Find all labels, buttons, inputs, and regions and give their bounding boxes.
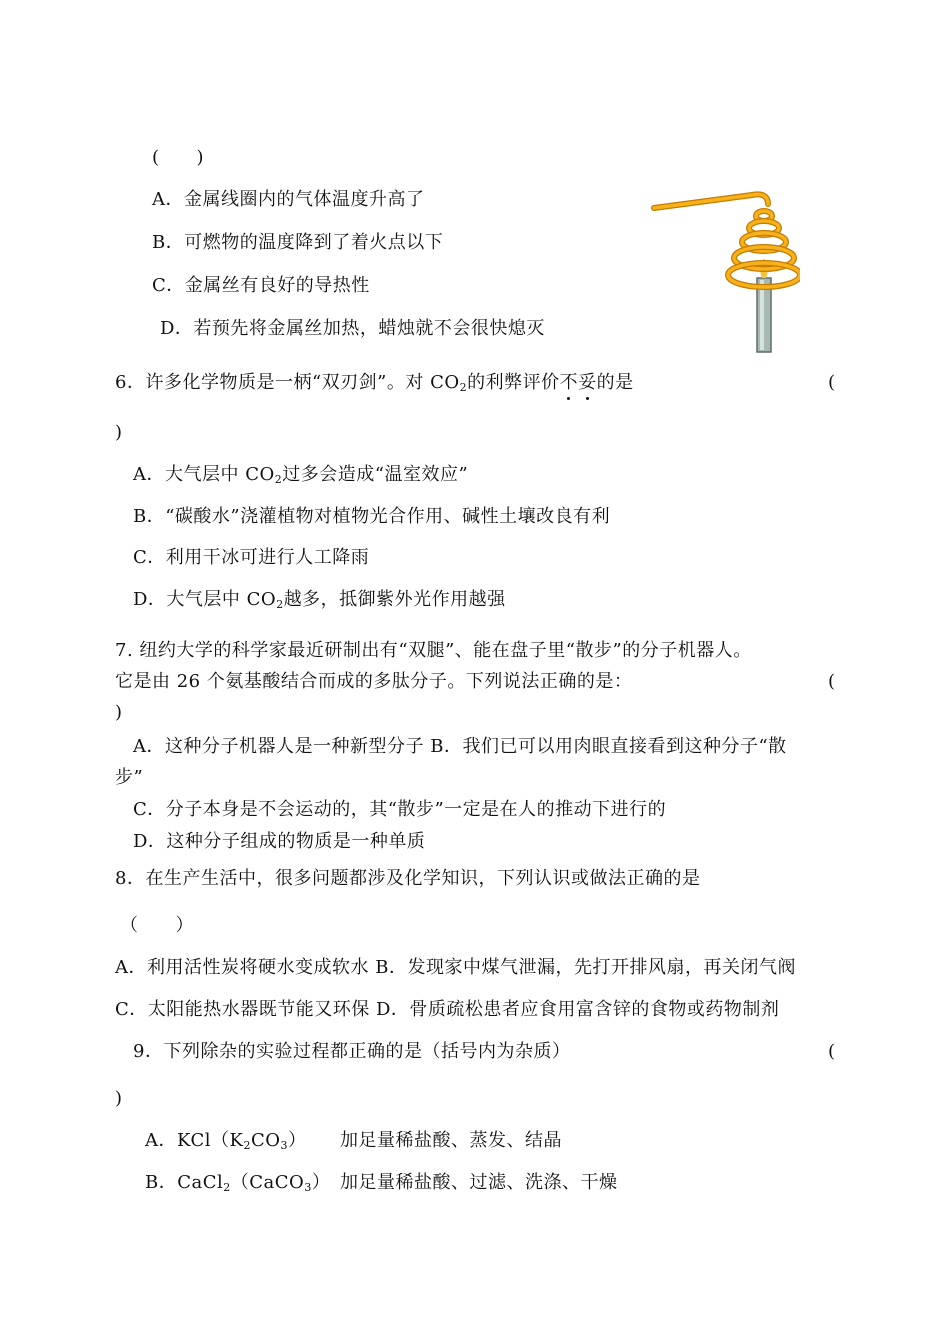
q7-paren-close: ) [115,702,123,723]
q8-options-ab: A．利用活性炭将硬水变成软水 B．发现家中煤气泄漏，先打开排风扇，再关闭气阀 [115,957,796,978]
q7-option-ab: A．这种分子机器人是一种新型分子 B．我们已可以用肉眼直接看到这种分子“散 [133,736,787,757]
metal-coil-candle-figure [650,178,800,356]
q5-option-c: C．金属丝有良好的导热性 [152,275,370,296]
q5-answer-paren: ( ) [152,147,205,168]
q5-option-a: A．金属线圈内的气体温度升高了 [152,189,425,210]
q7-stem-line1: 7. 纽约大学的科学家最近研制出有“双腿”、能在盘子里“散步”的分子机器人。 [115,640,752,661]
q7-option-c: C．分子本身是不会运动的，其“散步”一定是在人的推动下进行的 [133,799,667,820]
q9-paren-close: ) [115,1088,123,1109]
emphasis-dot-char: 不 [559,372,579,393]
q6-option-a: A．大气层中 $CO_2$过多会造成“温室效应” [133,464,469,486]
q7-paren-open: ( [828,671,836,692]
q6-paren-open: ( [828,372,836,393]
q6-stem: 6．许多化学物质是一柄“双刃剑”。对 $CO_2$的利弊评价不妥的是 [115,372,634,394]
q9-stem: 9．下列除杂的实验过程都正确的是（括号内为杂质） [133,1041,571,1062]
q6-option-b: B．“碳酸水”浇灌植物对植物光合作用、碱性土壤改良有利 [133,506,611,527]
q6-option-c: C．利用干冰可进行人工降雨 [133,547,370,568]
q9-option-a-method: 加足量稀盐酸、蒸发、结晶 [340,1130,562,1151]
q6-paren-close: ) [115,422,123,443]
q9-option-a: A．$KCl(K_2CO_3)$ [145,1130,307,1152]
q7-option-d: D．这种分子组成的物质是一种单质 [133,831,426,852]
q5-option-b: B．可燃物的温度降到了着火点以下 [152,232,444,253]
q9-option-b-method: 加足量稀盐酸、过滤、洗涤、干燥 [340,1172,618,1193]
q8-answer-paren: （ ） [120,915,194,936]
q8-stem: 8．在生产生活中，很多问题都涉及化学知识，下列认识或做法正确的是 [115,868,701,889]
q9-paren-open: ( [828,1041,836,1062]
q9-option-b: B．CaCl$_2$（CaCO$_3$） [145,1172,331,1194]
q7-option-b-cont: 步” [115,767,144,788]
q8-options-cd: C．太阳能热水器既节能又环保 D．骨质疏松患者应食用富含锌的食物或药物制剂 [115,999,780,1020]
q6-option-d: D．大气层中 $CO_2$越多，抵御紫外光作用越强 [133,589,506,611]
emphasis-dot-char: 妥 [578,372,597,393]
q7-stem-line2: 它是由 26 个氨基酸结合而成的多肽分子。下列说法正确的是： [115,671,633,692]
q5-option-d: D．若预先将金属丝加热，蜡烛就不会很快熄灭 [160,318,545,339]
